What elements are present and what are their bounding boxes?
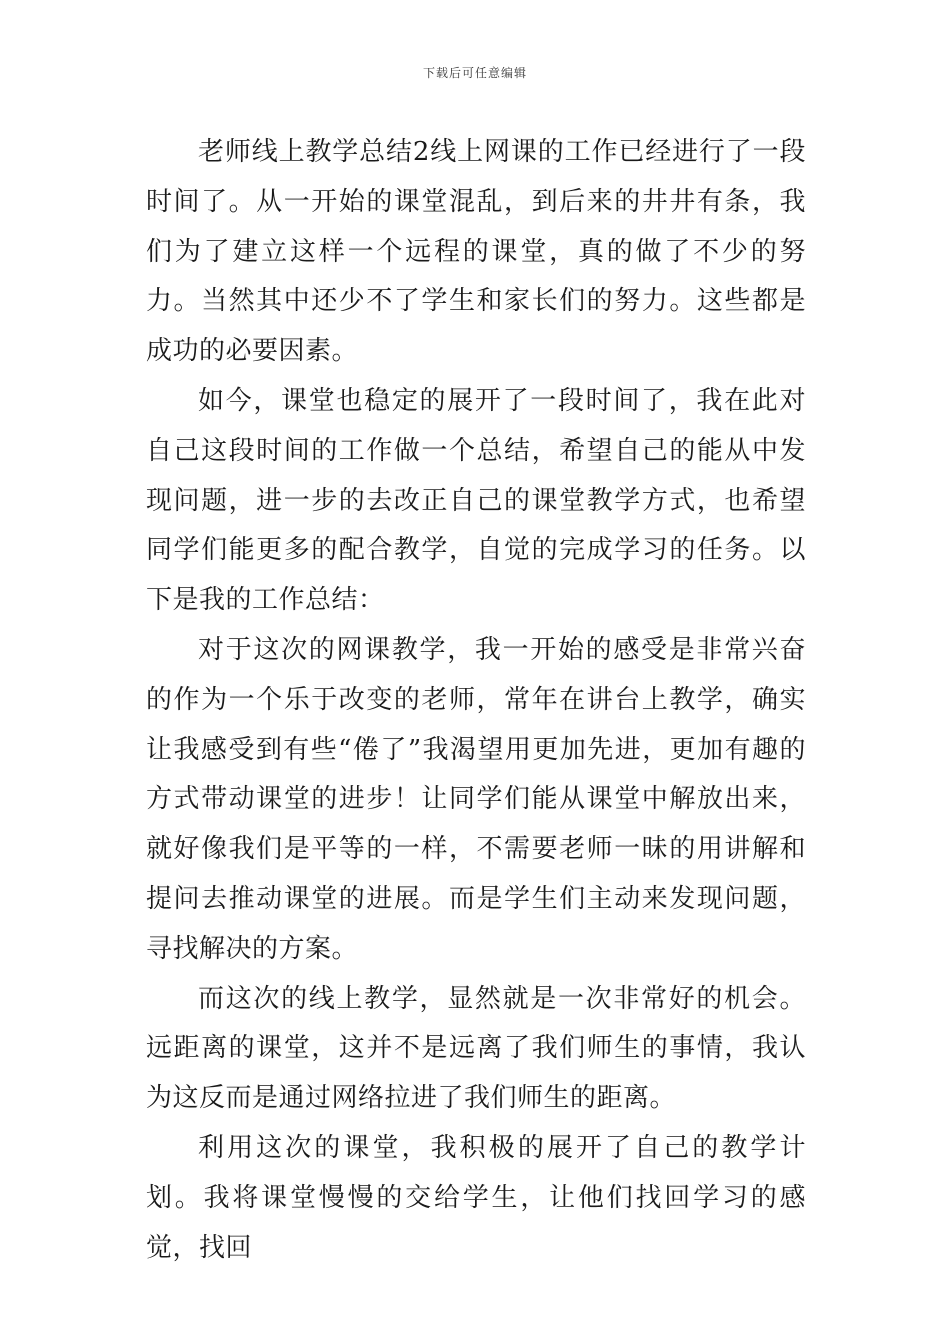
paragraph-5: 利用这次的课堂，我积极的展开了自己的教学计划。我将课堂慢慢的交给学生，让他们找回学习的感觉，找回 (146, 1132, 806, 1263)
header-note: 下载后可任意编辑 (422, 66, 527, 80)
paragraph-1: 老师线上教学总结2线上网课的工作已经进行了一段时间了。从一开始的课堂混乱，到后来的井井有条，我们为了建立这样一个远程的课堂，真的做了不少的努力。当然其中还少不了学生和家长们的努力。这些都是成功的必要因素。 (146, 137, 806, 367)
paragraph-2: 如今，课堂也稳定的展开了一段时间了，我在此对自己这段时间的工作做一个总结，希望自己的能从中发现问题，进一步的去改正自己的课堂教学方式，也希望同学们能更多的配合教学，自觉的完成学习的任务。以下是我的工作总结： (146, 385, 806, 616)
paragraph-4: 而这次的线上教学，显然就是一次非常好的机会。远距离的课堂，这并不是远离了我们师生的事情，我认为这反而是通过网络拉进了我们师生的距离。 (146, 983, 806, 1114)
document-body (146, 128, 806, 1273)
paragraph-3: 对于这次的网课教学，我一开始的感受是非常兴奋的作为一个乐于改变的老师，常年在讲台上教学，确实让我感受到有些“倦了”我渴望用更加先进，更加有趣的方式带动课堂的进步！让同学们能从课堂中解放出来，就好像我们是平等的一样，不需要老师一昧的用讲解和提问去推动课堂的进展。而是学生们主动来发现问题，寻找解决的方案。 (146, 634, 806, 964)
